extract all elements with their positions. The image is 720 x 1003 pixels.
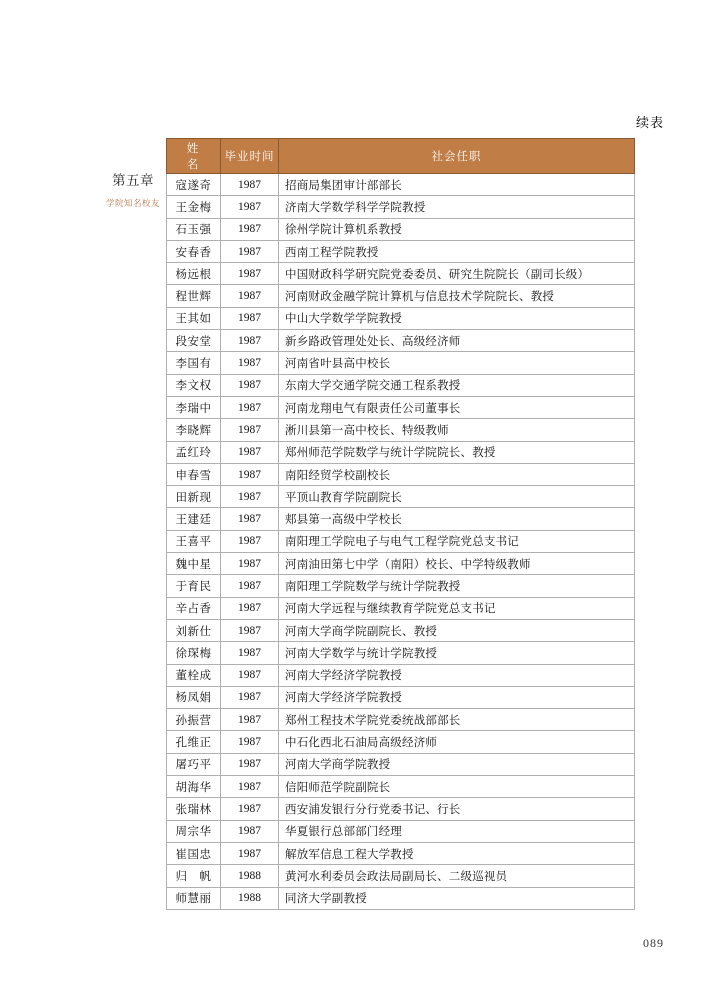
cell-name: 孙振营 [167, 709, 221, 731]
cell-name: 于育民 [167, 575, 221, 597]
cell-year: 1987 [221, 664, 279, 686]
cell-year: 1987 [221, 776, 279, 798]
cell-position: 信阳师范学院副院长 [279, 776, 635, 798]
table-header-row [167, 139, 635, 174]
table-row [167, 664, 635, 686]
cell-name: 魏中星 [167, 553, 221, 575]
cell-position: 河南大学经济学院教授 [279, 664, 635, 686]
cell-year: 1987 [221, 709, 279, 731]
cell-name: 王其如 [167, 307, 221, 329]
cell-position: 徐州学院计算机系教授 [279, 218, 635, 240]
chapter-title: 第五章 [112, 173, 154, 188]
cell-name: 田新现 [167, 486, 221, 508]
cell-position: 东南大学交通学院交通工程系教授 [279, 374, 635, 396]
cell-year: 1987 [221, 174, 279, 196]
table-row [167, 597, 635, 619]
cell-position: 招商局集团审计部部长 [279, 174, 635, 196]
cell-name: 董栓成 [167, 664, 221, 686]
cell-position: 郏县第一高级中学校长 [279, 508, 635, 530]
cell-year: 1987 [221, 575, 279, 597]
cell-year: 1987 [221, 508, 279, 530]
cell-position: 河南大学远程与继续教育学院党总支书记 [279, 597, 635, 619]
table-row [167, 731, 635, 753]
table-row [167, 419, 635, 441]
table-row [167, 396, 635, 418]
chapter-subtitle: 学院知名校友 [105, 197, 160, 208]
cell-year: 1987 [221, 285, 279, 307]
cell-year: 1987 [221, 396, 279, 418]
column-header-position: 社会任职 [279, 139, 635, 174]
table-row [167, 374, 635, 396]
table-row [167, 486, 635, 508]
table-row [167, 174, 635, 196]
alumni-table-body [167, 174, 635, 910]
cell-year: 1987 [221, 753, 279, 775]
cell-position: 南阳经贸学校副校长 [279, 463, 635, 485]
cell-position: 河南财政金融学院计算机与信息技术学院院长、教授 [279, 285, 635, 307]
page-number: 089 [643, 936, 664, 950]
cell-year: 1987 [221, 553, 279, 575]
table-row [167, 263, 635, 285]
column-header-graduation-year: 毕业时间 [221, 139, 279, 174]
cell-name: 杨远根 [167, 263, 221, 285]
table-row [167, 842, 635, 864]
cell-position: 平顶山教育学院副院长 [279, 486, 635, 508]
cell-name: 师慧丽 [167, 887, 221, 909]
cell-year: 1987 [221, 218, 279, 240]
table-row [167, 530, 635, 552]
table-row [167, 709, 635, 731]
table-row [167, 753, 635, 775]
cell-position: 淅川县第一高中校长、特级教师 [279, 419, 635, 441]
cell-name: 归 帆 [167, 865, 221, 887]
cell-position: 西南工程学院教授 [279, 240, 635, 262]
cell-position: 南阳理工学院数学与统计学院教授 [279, 575, 635, 597]
cell-year: 1987 [221, 330, 279, 352]
table-row [167, 218, 635, 240]
table-row [167, 240, 635, 262]
cell-name: 王建廷 [167, 508, 221, 530]
cell-position: 河南大学数学与统计学院教授 [279, 642, 635, 664]
cell-name: 杨凤娟 [167, 686, 221, 708]
table-row [167, 887, 635, 909]
cell-year: 1987 [221, 642, 279, 664]
table-row [167, 776, 635, 798]
cell-position: 河南大学商学院教授 [279, 753, 635, 775]
cell-year: 1987 [221, 731, 279, 753]
table-row [167, 575, 635, 597]
table-row [167, 196, 635, 218]
table-row [167, 352, 635, 374]
table-row [167, 441, 635, 463]
cell-position: 西安浦发银行分行党委书记、行长 [279, 798, 635, 820]
cell-name: 王金梅 [167, 196, 221, 218]
cell-position: 新乡路政管理处处长、高级经济师 [279, 330, 635, 352]
table-row [167, 686, 635, 708]
cell-year: 1987 [221, 597, 279, 619]
cell-name: 申春雪 [167, 463, 221, 485]
cell-year: 1987 [221, 441, 279, 463]
cell-position: 济南大学数学科学学院教授 [279, 196, 635, 218]
cell-position: 中山大学数学学院教授 [279, 307, 635, 329]
cell-year: 1987 [221, 798, 279, 820]
cell-name: 孟红玲 [167, 441, 221, 463]
table-row [167, 330, 635, 352]
cell-position: 河南省叶县高中校长 [279, 352, 635, 374]
cell-position: 解放军信息工程大学教授 [279, 842, 635, 864]
table-row [167, 642, 635, 664]
cell-year: 1987 [221, 419, 279, 441]
cell-name: 刘新仕 [167, 619, 221, 641]
cell-position: 南阳理工学院电子与电气工程学院党总支书记 [279, 530, 635, 552]
cell-year: 1987 [221, 530, 279, 552]
cell-year: 1987 [221, 240, 279, 262]
cell-year: 1987 [221, 263, 279, 285]
cell-name: 屠巧平 [167, 753, 221, 775]
table-row [167, 820, 635, 842]
cell-year: 1987 [221, 619, 279, 641]
column-header-name: 姓 名 [167, 139, 221, 174]
cell-name: 王喜平 [167, 530, 221, 552]
cell-position: 华夏银行总部部门经理 [279, 820, 635, 842]
cell-position: 河南大学经济学院教授 [279, 686, 635, 708]
table-row [167, 508, 635, 530]
cell-name: 徐琛梅 [167, 642, 221, 664]
cell-position: 郑州师范学院数学与统计学院院长、教授 [279, 441, 635, 463]
cell-name: 石玉强 [167, 218, 221, 240]
cell-position: 黄河水利委员会政法局副局长、二级巡视员 [279, 865, 635, 887]
cell-year: 1987 [221, 842, 279, 864]
cell-name: 李晓辉 [167, 419, 221, 441]
cell-position: 河南龙翔电气有限责任公司董事长 [279, 396, 635, 418]
cell-name: 周宗华 [167, 820, 221, 842]
cell-name: 孔维正 [167, 731, 221, 753]
cell-position: 河南油田第七中学（南阳）校长、中学特级教师 [279, 553, 635, 575]
cell-year: 1988 [221, 865, 279, 887]
cell-position: 郑州工程技术学院党委统战部部长 [279, 709, 635, 731]
cell-year: 1987 [221, 463, 279, 485]
cell-name: 李国有 [167, 352, 221, 374]
table-row [167, 307, 635, 329]
cell-position: 同济大学副教授 [279, 887, 635, 909]
cell-year: 1988 [221, 887, 279, 909]
cell-year: 1987 [221, 374, 279, 396]
cell-year: 1987 [221, 686, 279, 708]
cell-year: 1987 [221, 196, 279, 218]
table-row [167, 553, 635, 575]
cell-name: 张瑞林 [167, 798, 221, 820]
table-row [167, 463, 635, 485]
table-row [167, 285, 635, 307]
cell-name: 崔国忠 [167, 842, 221, 864]
cell-position: 中石化西北石油局高级经济师 [279, 731, 635, 753]
cell-position: 中国财政科学研究院党委委员、研究生院院长（副司长级） [279, 263, 635, 285]
cell-name: 段安堂 [167, 330, 221, 352]
table-row [167, 619, 635, 641]
table-row [167, 865, 635, 887]
cell-position: 河南大学商学院副院长、教授 [279, 619, 635, 641]
cell-name: 李瑞中 [167, 396, 221, 418]
cell-name: 辛占香 [167, 597, 221, 619]
cell-year: 1987 [221, 486, 279, 508]
continued-table-label: 续表 [635, 115, 664, 130]
cell-name: 程世辉 [167, 285, 221, 307]
cell-name: 寇遂奇 [167, 174, 221, 196]
cell-name: 胡海华 [167, 776, 221, 798]
cell-name: 安春香 [167, 240, 221, 262]
chapter-side-marker [103, 172, 163, 209]
alumni-table [166, 138, 635, 910]
cell-year: 1987 [221, 307, 279, 329]
cell-name: 李文权 [167, 374, 221, 396]
table-row [167, 798, 635, 820]
cell-year: 1987 [221, 820, 279, 842]
cell-year: 1987 [221, 352, 279, 374]
